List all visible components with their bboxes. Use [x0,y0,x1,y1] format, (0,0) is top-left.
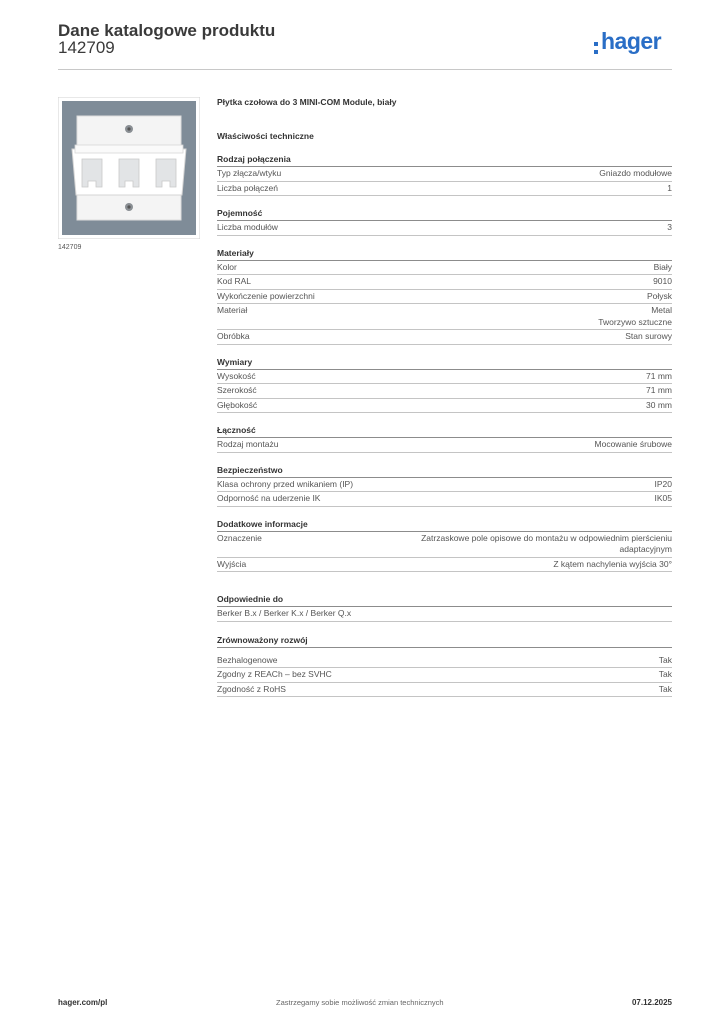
suitable-title: Odpowiednie do [217,592,672,607]
spec-key: Obróbka [217,331,250,341]
group-title: Materiały [217,246,672,261]
spec-value: Tak [658,654,672,665]
hager-logo [594,28,661,55]
spec-value: 30 mm [646,399,672,410]
spec-row [217,221,672,236]
spec-row [217,370,672,385]
spec-value: Stan surowy [625,331,672,341]
suitable-text: Berker B.x / Berker K.x / Berker Q.x [217,608,352,618]
spec-row [217,304,672,330]
spec-value: IP20 [654,478,672,489]
spec-value: Mocowanie śrubowe [594,439,672,449]
spec-key: Klasa ochrony przed wnikaniem (IP) [217,478,354,489]
specification-content [217,96,672,697]
spec-value: 71 mm [646,370,672,381]
spec-row [217,167,672,182]
spec-key: Rodzaj montażu [217,439,279,449]
spec-value: Biały [653,261,672,272]
spec-key: Kod RAL [217,276,252,286]
spec-value: Połysk [646,290,672,301]
spec-key: Zgodność z RoHS [217,683,286,694]
spec-key: Oznaczenie [217,532,262,543]
spec-row [217,654,672,669]
spec-value: Tak [658,669,672,679]
spec-row [217,399,672,414]
group-title: Rodzaj połączenia [217,152,672,167]
spec-key: Wyjścia [217,558,247,569]
suitable-row [217,607,672,622]
spec-key: Głębokość [217,399,258,410]
spec-value: Metal [651,305,672,315]
spec-row [217,532,672,558]
spec-key: Materiał [217,305,248,315]
spec-row [217,384,672,399]
spec-row [217,290,672,305]
spec-key: Bezhalogenowe [217,654,278,665]
image-caption: 142709 [58,244,82,251]
spec-row [217,330,672,345]
spec-value-multiline [598,305,672,328]
spec-value-multiline [421,533,672,556]
spec-row [217,438,672,453]
group-title: Bezpieczeństwo [217,463,672,478]
spec-value: 3 [667,222,672,232]
document-title: Dane katalogowe produktu [58,21,276,40]
spec-key: Wykończenie powierzchni [217,290,315,301]
footer-date: 07.12.2025 [631,998,672,1007]
spec-value: Tak [658,683,672,694]
sustainability-title: Zrównoważony rozwój [217,633,672,648]
spec-key: Odporność na uderzenie IK [217,493,321,503]
spec-row [217,558,672,573]
spec-row [217,492,672,507]
spec-value: 1 [667,182,672,193]
spec-key: Kolor [217,261,237,272]
spec-row [217,478,672,493]
group-title: Wymiary [217,355,672,370]
spec-key: Typ złącza/wtyku [217,168,282,178]
product-code: 142709 [58,38,115,57]
product-image [58,97,200,239]
spec-key: Szerokość [217,385,257,395]
spec-key: Wysokość [217,370,256,381]
header-divider [58,69,672,70]
logo-dots-icon [594,42,599,54]
footer-website: hager.com/pl [58,998,108,1007]
spec-row [217,275,672,290]
spec-key: Zgodny z REACh – bez SVHC [217,669,332,679]
footer-notice: Zastrzegamy sobie możliwość zmian technicznych [276,998,444,1007]
spec-row [217,182,672,197]
spec-value: Gniazdo modułowe [599,168,672,178]
spec-key: Liczba modułów [217,222,278,232]
spec-value: Zatrzaskowe pole opisowe do montażu w odpowiednim pierścieniu [421,532,672,543]
spec-value: 9010 [653,276,672,286]
product-title: Płytka czołowa do 3 MINI-COM Module, biały [217,97,397,107]
spec-value-line2: Tworzywo sztuczne [598,316,672,327]
group-title: Łączność [217,423,672,438]
spec-value: 71 mm [646,385,672,395]
section-title: Właściwości techniczne [217,131,314,141]
spec-value: Z kątem nachylenia wyjścia 30° [553,558,672,569]
spec-key: Liczba połączeń [217,182,278,193]
spacer [217,572,672,592]
spec-row [217,668,672,683]
spec-row [217,261,672,276]
spec-row [217,683,672,698]
spec-value-line2: adaptacyjnym [619,544,672,554]
group-title: Pojemność [217,206,672,221]
logo-text: hager [601,28,662,54]
spec-value: IK05 [654,493,672,503]
group-title: Dodatkowe informacje [217,517,672,532]
